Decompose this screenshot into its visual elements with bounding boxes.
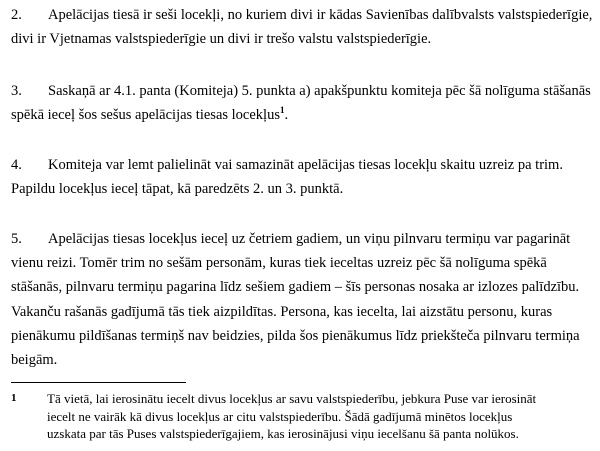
paragraph-line: stāšanās, pilnvaru termiņu pagarina līdz sešiem gadiem – šīs personas nosaka ar izlozes palīdzību. [11, 279, 580, 296]
paragraph-number: 5. [11, 231, 22, 247]
footnote-line: iecelt ne vairāk kā divus locekļus ar citu valstspiederību. Šādā gadījumā minētos locekļus [47, 408, 513, 424]
paragraph-line: spēkā ieceļ šos sešus apelācijas tiesas locekļus$^1$. [11, 105, 289, 124]
footnote [11, 390, 591, 443]
footnote-reference[interactable]: 1 [279, 105, 285, 116]
footnote-text [47, 390, 591, 443]
paragraph-number: 4. [11, 157, 22, 173]
footnote-line: uzskata par tās Puses valstspiederīgajiem, kas ierosinājusi viņu iecelšanu šā panta nolūkos. [47, 426, 519, 441]
paragraph-line: Vakanču rašanās gadījumā tās tiek aizpildītas. Persona, kas iecelta, lai aizstātu personu, kuras [11, 303, 553, 320]
paragraph-number: 3. [11, 83, 22, 99]
paragraph-text: Apelācijas tiesas locekļus ieceļ uz četriem gadiem, un viņu pilnvaru termiņu var pagarināt [48, 231, 571, 247]
paragraph-text: Komiteja var lemt palielināt vai samazināt apelācijas tiesas locekļu skaitu uzreiz pa trim. [48, 157, 563, 173]
paragraph-line: pienākumu pildīšanas termiņš nav beidzies, pilda šos pienākumus līdz priekšteča pilnvaru termiņa [11, 327, 580, 344]
paragraph-line [11, 79, 591, 103]
footnote-mark: 1 [11, 392, 17, 404]
paragraph-line [11, 227, 583, 251]
paragraph-5 [11, 227, 583, 372]
paragraph-line [11, 3, 593, 27]
paragraph-text: spēkā ieceļ šos sešus apelācijas tiesas locekļus [11, 107, 280, 124]
paragraph-number: 2. [11, 7, 22, 23]
paragraph-4 [11, 153, 583, 201]
paragraph-line: vienu reizi. Tomēr trim no sešām personām, kuras tiek ieceltas uzreiz pēc šā nolīguma spēkā [11, 255, 547, 272]
paragraph-text: Apelācijas tiesā ir seši locekļi, no kuriem divi ir kādas Savienības dalībvalsts valstspiederīgie, [48, 7, 593, 23]
paragraph-2 [11, 3, 593, 51]
paragraph-line: beigām. [11, 352, 58, 369]
footnote-line: Tā vietā, lai ierosinātu iecelt divus locekļus ar savu valstspiederību, jebkura Puse var ierosināt [47, 391, 537, 406]
paragraph-line: divi ir Vjetnamas valstspiederīgie un divi ir trešo valstu valstspiederīgie. [11, 31, 432, 48]
paragraph-line: Papildu locekļus ieceļ tāpat, kā paredzēts 2. un 3. punktā. [11, 181, 344, 198]
paragraph-3 [11, 79, 591, 127]
footnote-separator [11, 382, 186, 383]
paragraph-text: Saskaņā ar 4.1. panta (Komiteja) 5. punkta a) apakšpunktu komiteja pēc šā nolīguma stāšanās [48, 83, 591, 99]
paragraph-line [11, 153, 583, 177]
